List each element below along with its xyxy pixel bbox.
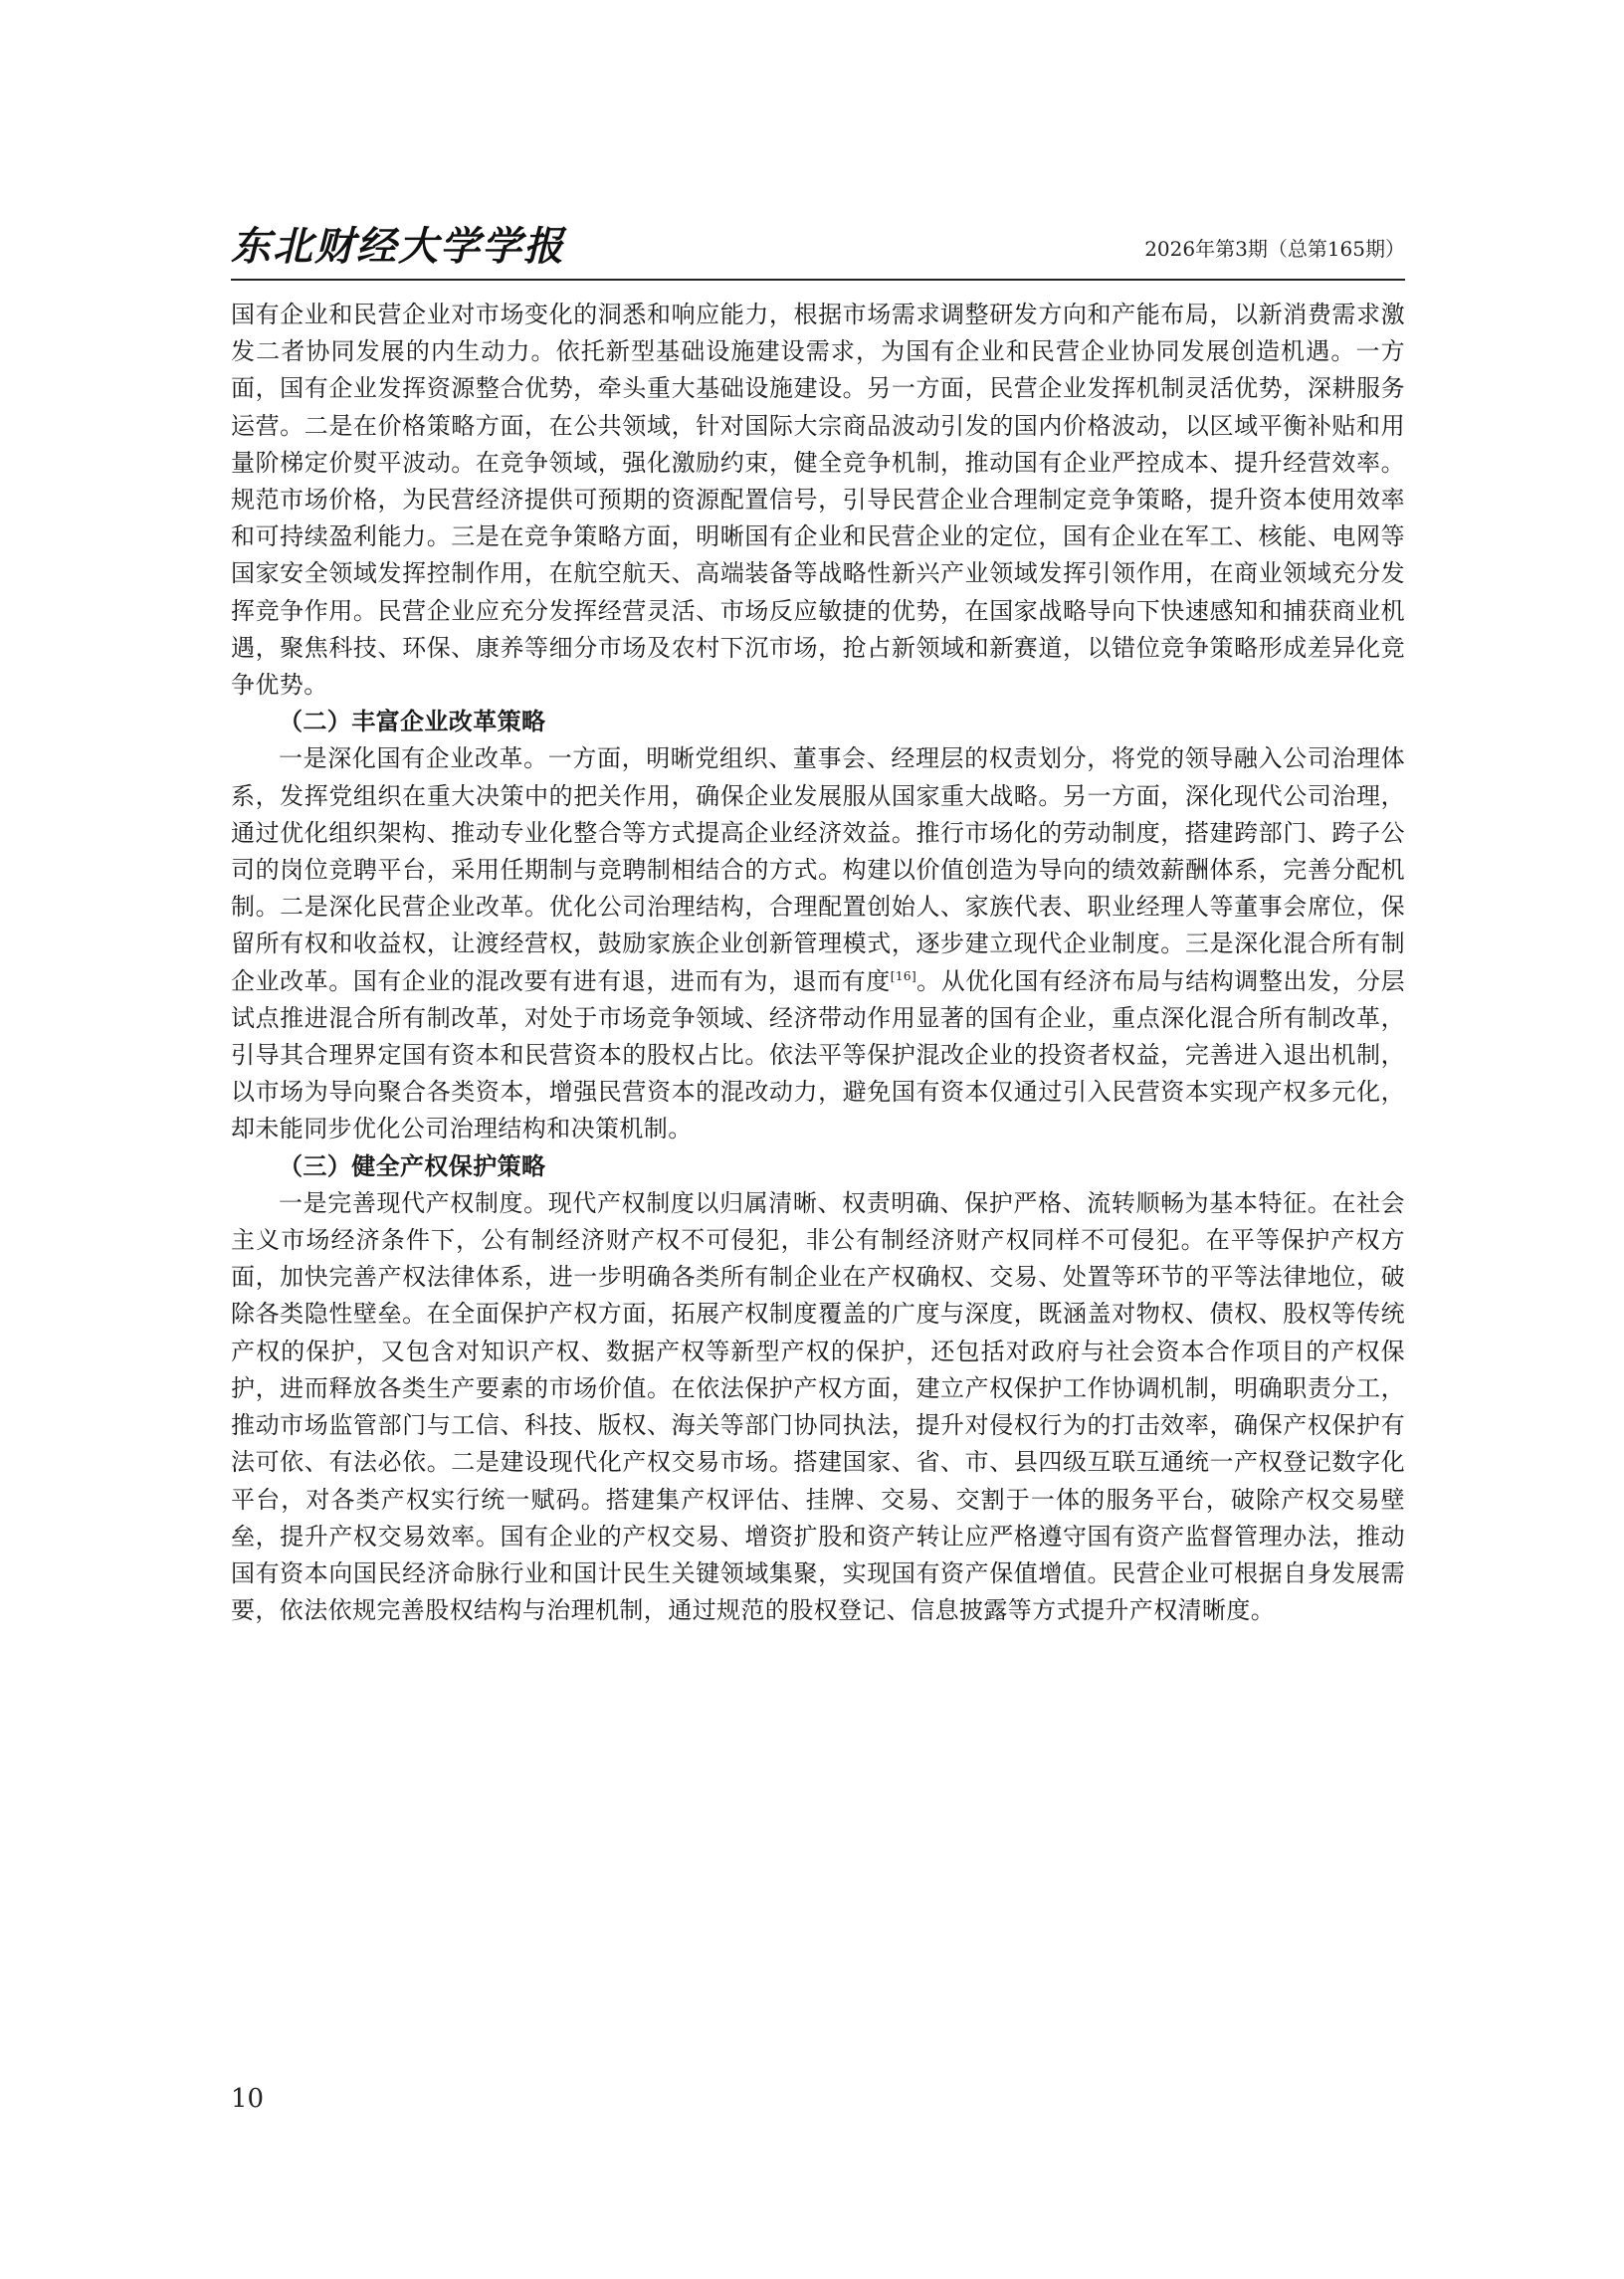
section-heading-2: （二）丰富企业改革策略 [279, 708, 546, 736]
paragraph-text: 。从优化国有经济布局与结构调整出发，分层试点推进混合所有制改革，对处于市场竞争领域、经济带动作用显著的国有企业，重点深化混合所有制改革，引导其合理界定国有资本和民营资本的股权占比。依法平等保护混改企业的投资者权益，完善进入退出机制，以市场为导向聚合各类资本，增强民营资本的混改动力，避免国有资本仅通过引入民营资本实现产权多元化，却未能同步优化公司治理结构和决策机制。 [231, 966, 1405, 1143]
header-rule [231, 279, 1405, 281]
issue-info: 2026年第3期（总第165期） [1144, 237, 1405, 261]
citation-16: [16] [890, 968, 917, 983]
article-body [231, 297, 1405, 1629]
section-heading-3: （三）健全产权保护策略 [279, 1151, 546, 1180]
journal-title: 东北财经大学学报 [231, 223, 565, 270]
page-number: 10 [231, 2084, 265, 2114]
paragraph-property-rights: 一是完善现代产权制度。现代产权制度以归属清晰、权责明确、保护严格、流转顺畅为基本特征。在社会主义市场经济条件下，公有制经济财产权不可侵犯，非公有制经济财产权同样不可侵犯。在平等保护产权方面，加快完善产权法律体系，进一步明确各类所有制企业在产权确权、交易、处置等环节的平等法律地位，破除各类隐性壁垒。在全面保护产权方面，拓展产权制度覆盖的广度与深度，既涵盖对物权、债权、股权等传统产权的保护，又包含对知识产权、数据产权等新型产权的保护，还包括对政府与社会资本合作项目的产权保护，进而释放各类生产要素的市场价值。在依法保护产权方面，建立产权保护工作协调机制，明确职责分工，推动市场监管部门与工信、科技、版权、海关等部门协同执法，提升对侵权行为的打击效率，确保产权保护有法可依、有法必依。二是建设现代化产权交易市场。搭建国家、省、市、县四级互联互通统一产权登记数字化平台，对各类产权实行统一赋码。搭建集产权评估、挂牌、交易、交割于一体的服务平台，破除产权交易壁垒，提升产权交易效率。国有企业的产权交易、增资扩股和资产转让应严格遵守国有资产监督管理办法，推动国有资本向国民经济命脉行业和国计民生关键领域集聚，实现国有资产保值增值。民营企业可根据自身发展需要，依法依规完善股权结构与治理机制，通过规范的股权登记、信息披露等方式提升产权清晰度。 [231, 1188, 1405, 1625]
paragraph-text: 一是深化国有企业改革。一方面，明晰党组织、董事会、经理层的权责划分，将党的领导融入公司治理体系，发挥党组织在重大决策中的把关作用，确保企业发展服从国家重大战略。另一方面，深化现代公司治理，通过优化组织架构、推动专业化整合等方式提高企业经济效益。推行市场化的劳动制度，搭建跨部门、跨子公司的岗位竞聘平台，采用任期制与竞聘制相结合的方式。构建以价值创造为导向的绩效薪酬体系，完善分配机制。二是深化民营企业改革。优化公司治理结构，合理配置创始人、家族代表、职业经理人等董事会席位，保留所有权和收益权，让渡经营权，鼓励家族企业创新管理模式，逐步建立现代企业制度。三是深化混合所有制企业改革。国有企业的混改要有进有退，进而有为，退而有度 [231, 744, 1405, 995]
page-header [231, 221, 1405, 273]
paragraph-enterprise-reform [231, 740, 1405, 1147]
paragraph-continued: 国有企业和民营企业对市场变化的洞悉和响应能力，根据市场需求调整研发方向和产能布局，以新消费需求激发二者协同发展的内生动力。依托新型基础设施建设需求，为国有企业和民营企业协同发展创造机遇。一方面，国有企业发挥资源整合优势，牵头重大基础设施建设。另一方面，民营企业发挥机制灵活优势，深耕服务运营。二是在价格策略方面，在公共领域，针对国际大宗商品波动引发的国内价格波动，以区域平衡补贴和用量阶梯定价熨平波动。在竞争领域，强化激励约束，健全竞争机制，推动国有企业严控成本、提升经营效率。规范市场价格，为民营经济提供可预期的资源配置信号，引导民营企业合理制定竞争策略，提升资本使用效率和可持续盈利能力。三是在竞争策略方面，明晰国有企业和民营企业的定位，国有企业在军工、核能、电网等国家安全领域发挥控制作用，在航空航天、高端装备等战略性新兴产业领域发挥引领作用，在商业领域充分发挥竞争作用。民营企业应充分发挥经营灵活、市场反应敏捷的优势，在国家战略导向下快速感知和捕获商业机遇，聚焦科技、环保、康养等细分市场及农村下沉市场，抢占新领域和新赛道，以错位竞争策略形成差异化竞争优势。 [231, 301, 1405, 700]
